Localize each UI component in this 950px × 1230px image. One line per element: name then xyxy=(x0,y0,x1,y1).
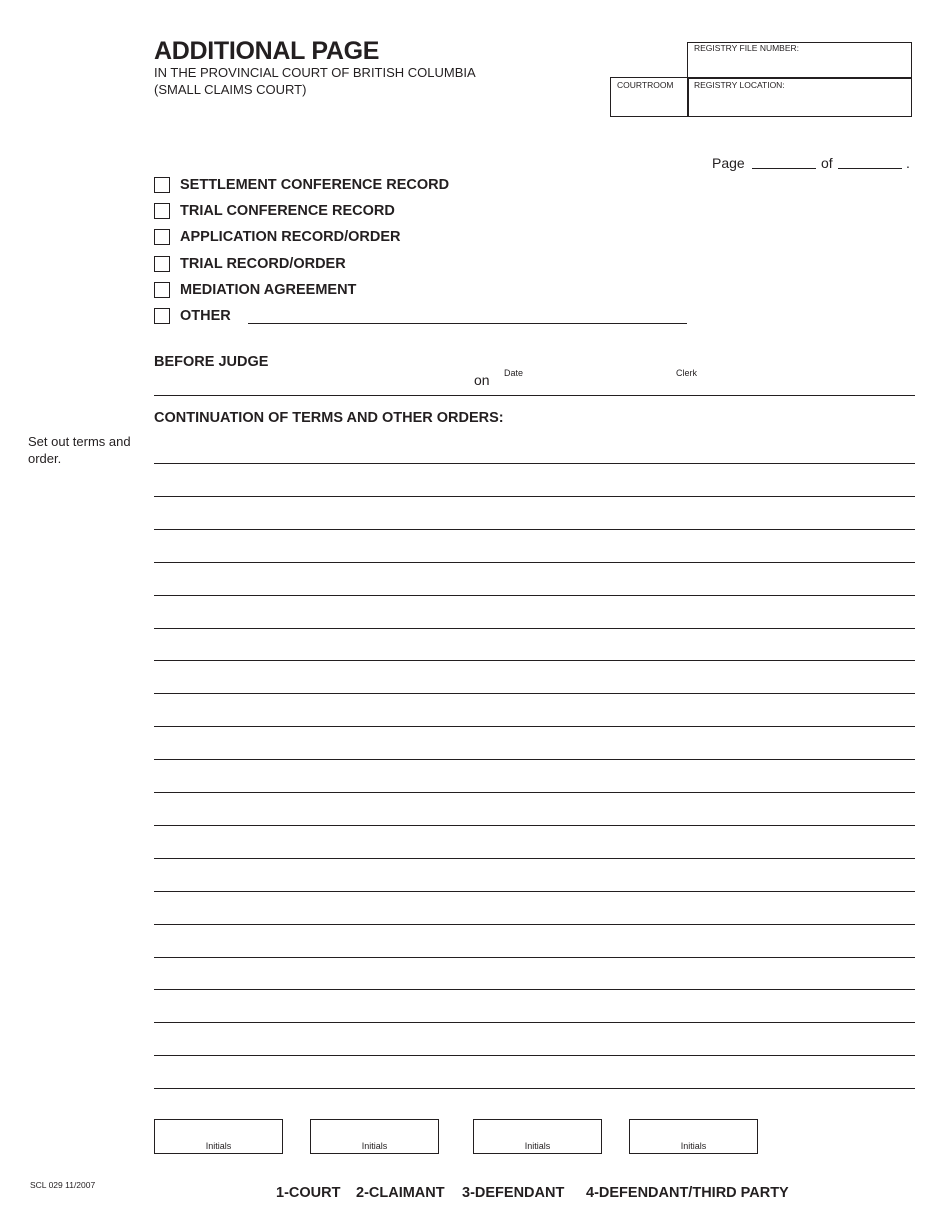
initials-label: Initials xyxy=(361,1141,388,1151)
terms-writing-line[interactable] xyxy=(154,660,915,661)
page-end-mark: . xyxy=(906,155,910,171)
initials-box[interactable] xyxy=(473,1119,602,1154)
form-code: SCL 029 11/2007 xyxy=(30,1180,96,1190)
page-number-field[interactable] xyxy=(752,152,816,169)
record-type-option[interactable] xyxy=(154,201,395,221)
courtroom-input[interactable] xyxy=(617,95,685,111)
terms-writing-line[interactable] xyxy=(154,595,915,596)
terms-writing-line[interactable] xyxy=(154,726,915,727)
terms-writing-line[interactable] xyxy=(154,1055,915,1056)
margin-note: Set out terms and order. xyxy=(28,434,131,466)
initials-box[interactable] xyxy=(310,1119,439,1154)
terms-writing-line[interactable] xyxy=(154,693,915,694)
checkbox-label: OTHER xyxy=(180,308,231,324)
terms-writing-line[interactable] xyxy=(154,792,915,793)
page-total-field[interactable] xyxy=(838,152,902,169)
terms-heading: CONTINUATION OF TERMS AND OTHER ORDERS: xyxy=(154,410,504,426)
terms-writing-line[interactable] xyxy=(154,1022,915,1023)
copy-defendant: 3-DEFENDANT xyxy=(462,1185,565,1201)
registry-file-number-label: REGISTRY FILE NUMBER: xyxy=(694,43,800,53)
record-type-option[interactable] xyxy=(154,306,231,326)
judge-line-rule[interactable] xyxy=(154,395,915,396)
terms-writing-line[interactable] xyxy=(154,858,915,859)
initials-box[interactable] xyxy=(629,1119,758,1154)
copy-claimant: 2-CLAIMANT xyxy=(356,1185,445,1201)
page-label: Page xyxy=(712,155,745,171)
courtroom-label: COURTROOM xyxy=(617,80,674,90)
record-type-option[interactable] xyxy=(154,254,346,274)
checkbox[interactable] xyxy=(154,177,170,193)
initials-box[interactable] xyxy=(154,1119,283,1154)
form-title: ADDITIONAL PAGE xyxy=(154,37,380,65)
terms-writing-line[interactable] xyxy=(154,496,915,497)
registry-file-number-box[interactable] xyxy=(687,42,912,79)
terms-writing-line[interactable] xyxy=(154,759,915,760)
registry-file-number-input[interactable] xyxy=(694,57,906,73)
checkbox[interactable] xyxy=(154,308,170,324)
copy-defendant-third-party: 4-DEFENDANT/THIRD PARTY xyxy=(586,1185,789,1201)
terms-writing-line[interactable] xyxy=(154,1088,915,1089)
terms-writing-line[interactable] xyxy=(154,562,915,563)
terms-writing-line[interactable] xyxy=(154,957,915,958)
initials-label: Initials xyxy=(680,1141,707,1151)
terms-writing-line[interactable] xyxy=(154,628,915,629)
copy-court: 1-COURT xyxy=(276,1185,341,1201)
checkbox-label: MEDIATION AGREEMENT xyxy=(180,282,357,298)
record-type-option[interactable] xyxy=(154,280,356,300)
terms-writing-line[interactable] xyxy=(154,989,915,990)
checkbox[interactable] xyxy=(154,203,170,219)
court-type: (SMALL CLAIMS COURT) xyxy=(154,82,307,97)
courtroom-box[interactable] xyxy=(610,77,689,117)
terms-writing-line[interactable] xyxy=(154,891,915,892)
checkbox-label: TRIAL RECORD/ORDER xyxy=(180,256,346,272)
registry-location-box[interactable] xyxy=(687,77,912,117)
court-name: IN THE PROVINCIAL COURT OF BRITISH COLUMBIA xyxy=(154,65,476,80)
checkbox-label: APPLICATION RECORD/ORDER xyxy=(180,229,401,245)
terms-writing-line[interactable] xyxy=(154,924,915,925)
checkbox[interactable] xyxy=(154,229,170,245)
record-type-option[interactable] xyxy=(154,175,449,195)
checkbox-label: TRIAL CONFERENCE RECORD xyxy=(180,203,395,219)
initials-label: Initials xyxy=(524,1141,551,1151)
date-label: Date xyxy=(504,368,524,378)
record-type-option[interactable] xyxy=(154,227,400,247)
registry-location-label: REGISTRY LOCATION: xyxy=(694,80,785,90)
clerk-label: Clerk xyxy=(676,368,698,378)
checkbox[interactable] xyxy=(154,256,170,272)
registry-location-input[interactable] xyxy=(694,95,906,111)
terms-writing-line[interactable] xyxy=(154,463,915,464)
on-label: on xyxy=(474,372,490,388)
initials-label: Initials xyxy=(205,1141,232,1151)
other-specify-field[interactable] xyxy=(248,307,687,324)
terms-writing-line[interactable] xyxy=(154,529,915,530)
before-judge-label: BEFORE JUDGE xyxy=(154,354,269,370)
checkbox[interactable] xyxy=(154,282,170,298)
of-label: of xyxy=(821,155,833,171)
terms-writing-line[interactable] xyxy=(154,825,915,826)
checkbox-label: SETTLEMENT CONFERENCE RECORD xyxy=(180,177,450,193)
